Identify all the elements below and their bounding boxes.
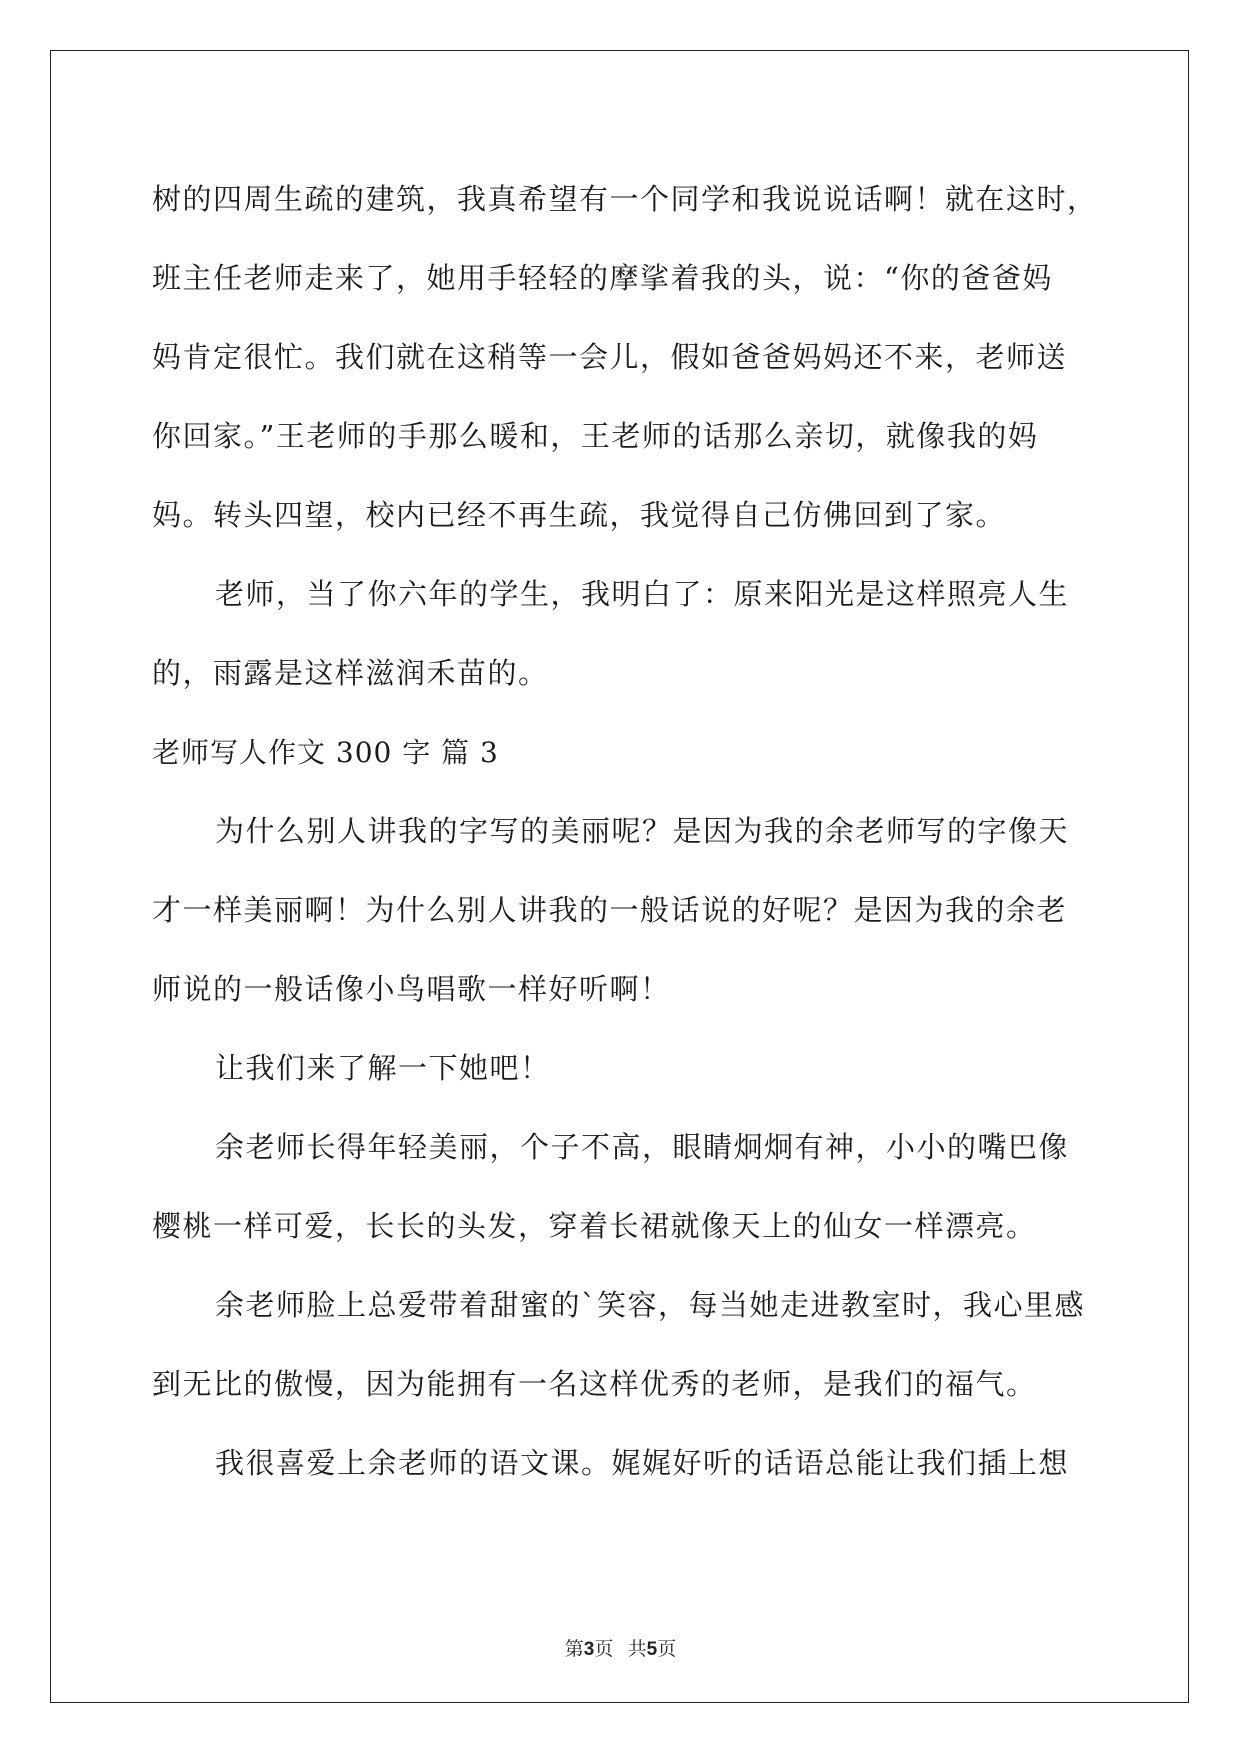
paragraph-line: 妈。转头四望，校内已经不再生疏，我觉得自己仿佛回到了家。 [152, 498, 1007, 532]
page-footer [0, 1634, 1241, 1661]
paragraph-line: 妈肯定很忙。我们就在这稍等一会儿，假如爸爸妈妈还不来，老师送 [152, 340, 1068, 374]
paragraph-line: 师说的一般话像小鸟唱歌一样好听啊！ [152, 972, 671, 1006]
paragraph-line: 班主任老师走来了，她用手轻轻的摩挲着我的头，说：“你的爸爸妈 [152, 261, 1053, 295]
paragraph-line: 让我们来了解一下她吧！ [215, 1051, 551, 1085]
footer-prefix: 第 [564, 1639, 584, 1660]
document-body [152, 160, 1098, 1503]
paragraph-line: 树的四周生疏的建筑，我真希望有一个同学和我说说话啊！就在这时， [152, 182, 1098, 216]
paragraph-line: 余老师脸上总爱带着甜蜜的`笑容，每当她走进教室时，我心里感 [215, 1288, 1086, 1322]
paragraph-line: 的，雨露是这样滋润禾苗的。 [152, 656, 549, 690]
paragraph-line: 樱桃一样可爱，长长的头发，穿着长裙就像天上的仙女一样漂亮。 [152, 1209, 1037, 1243]
paragraph-line: 你回家。”王老师的手那么暖和，王老师的话那么亲切，就像我的妈 [152, 419, 1039, 453]
paragraph-line: 为什么别人讲我的字写的美丽呢？是因为我的余老师写的字像天 [215, 814, 1070, 848]
total-page-count: 5 [646, 1639, 658, 1660]
paragraph-line: 我很喜爱上余老师的语文课。娓娓好听的话语总能让我们插上想 [215, 1446, 1070, 1480]
current-page-number: 3 [583, 1639, 595, 1660]
footer-page-suffix: 页 [594, 1639, 614, 1660]
footer-total-prefix: 共 [627, 1639, 647, 1660]
paragraph-line: 到无比的傲慢，因为能拥有一名这样优秀的老师，是我们的福气。 [152, 1367, 1037, 1401]
section-heading: 老师写人作文 300 字 篇 3 [152, 736, 499, 769]
paragraph-line: 余老师长得年轻美丽，个子不高，眼睛炯炯有神，小小的嘴巴像 [215, 1130, 1070, 1164]
paragraph-line: 才一样美丽啊！为什么别人讲我的一般话说的好呢？是因为我的余老 [152, 893, 1068, 927]
paragraph-line: 老师，当了你六年的学生，我明白了：原来阳光是这样照亮人生 [215, 577, 1070, 611]
footer-total-suffix: 页 [657, 1639, 677, 1660]
